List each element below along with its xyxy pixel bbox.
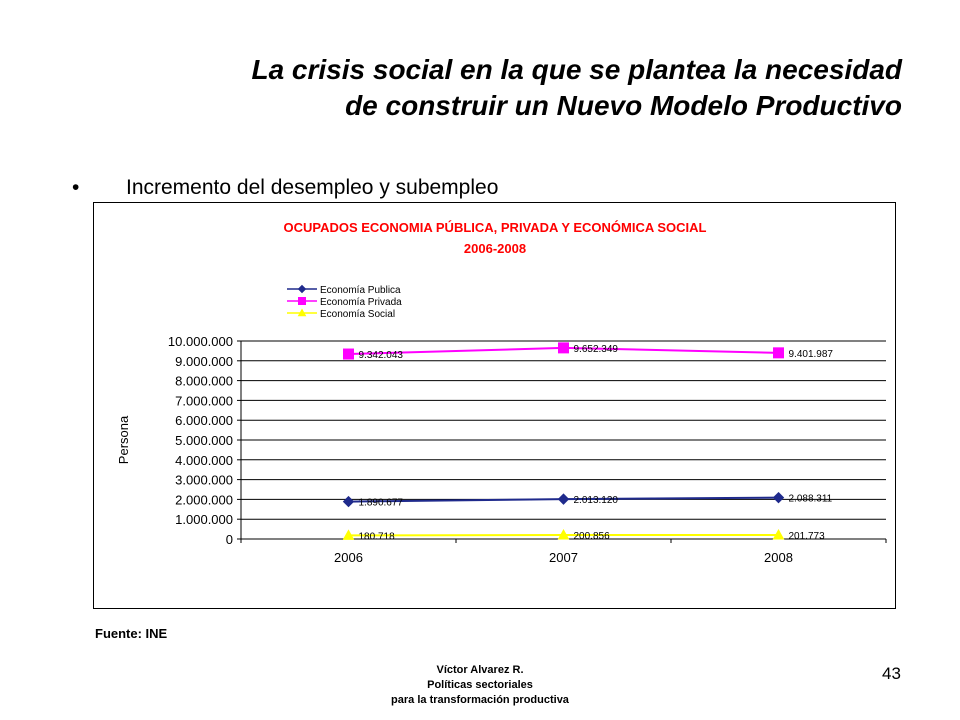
data-point-s1-2006 xyxy=(344,497,354,507)
data-label-s2-2007: 9.652.349 xyxy=(573,343,618,355)
chart-title-line-1: OCUPADOS ECONOMIA PÚBLICA, PRIVADA Y ECONÓMICA SOCIAL xyxy=(283,220,707,235)
chart-title-line-2: 2006-2008 xyxy=(463,241,527,256)
bullet-dot-icon: • xyxy=(72,176,80,199)
legend-marker-1 xyxy=(299,286,306,293)
footer-subtitle-2: para la transformación productiva xyxy=(391,694,569,706)
x-tick-label-2006: 2006 xyxy=(334,550,363,565)
y-tick-label-3: 8.000.000 xyxy=(175,373,233,389)
y-tick-label-5: 6.000.000 xyxy=(175,413,233,429)
chart-container xyxy=(93,202,896,609)
slide-title-line-1: La crisis social en la que se plantea la necesidad xyxy=(251,54,902,85)
footer xyxy=(330,663,630,708)
slide-title-line-2: de construir un Nuevo Modelo Productivo xyxy=(345,90,902,121)
y-tick-label-9: 2.000.000 xyxy=(175,492,233,508)
y-tick-label-2: 9.000.000 xyxy=(175,353,233,369)
legend-label-1: Economía Publica xyxy=(320,285,401,296)
data-point-s1-2007 xyxy=(559,494,569,504)
data-point-s2-2007 xyxy=(559,343,569,353)
legend-label-2: Economía Privada xyxy=(320,297,402,308)
legend-marker-2 xyxy=(299,298,306,305)
data-label-s3-2008: 201.773 xyxy=(788,531,825,543)
y-axis-label: Persona xyxy=(116,415,131,465)
footer-author: Víctor Alvarez R. xyxy=(436,664,524,676)
y-tick-label-1: 10.000.000 xyxy=(167,334,233,349)
y-tick-label-8: 3.000.000 xyxy=(175,472,233,488)
legend-label-3: Economía Social xyxy=(320,309,396,320)
data-label-s1-2007: 2.013.120 xyxy=(573,495,618,507)
source-note: Fuente: INE xyxy=(95,626,168,641)
footer-subtitle: Políticas sectoriales xyxy=(427,679,533,691)
y-tick-label-7: 4.000.000 xyxy=(175,452,233,468)
data-point-s2-2008 xyxy=(774,348,784,358)
x-tick-label-2008: 2008 xyxy=(764,550,793,565)
page-number: 43 xyxy=(882,664,901,683)
data-label-s3-2007: 200.856 xyxy=(573,531,610,543)
data-label-s1-2008: 2.088.311 xyxy=(788,493,833,505)
data-point-s1-2008 xyxy=(774,493,784,503)
data-label-s2-2006: 9.342.043 xyxy=(358,350,403,362)
x-tick-label-2007: 2007 xyxy=(549,550,578,565)
bullet-text: Incremento del desempleo y subempleo xyxy=(126,176,499,199)
y-tick-label-11: 0 xyxy=(225,532,233,547)
data-point-s2-2006 xyxy=(344,349,354,359)
slide-title xyxy=(102,52,902,124)
y-tick-label-10: 1.000.000 xyxy=(175,512,233,528)
data-label-s1-2006: 1.890.677 xyxy=(358,497,403,509)
y-tick-label-6: 5.000.000 xyxy=(175,433,233,448)
data-label-s3-2006: 180.718 xyxy=(358,531,395,543)
chart-svg xyxy=(94,203,897,610)
y-tick-label-4: 7.000.000 xyxy=(175,393,233,409)
data-label-s2-2008: 9.401.987 xyxy=(788,348,833,360)
